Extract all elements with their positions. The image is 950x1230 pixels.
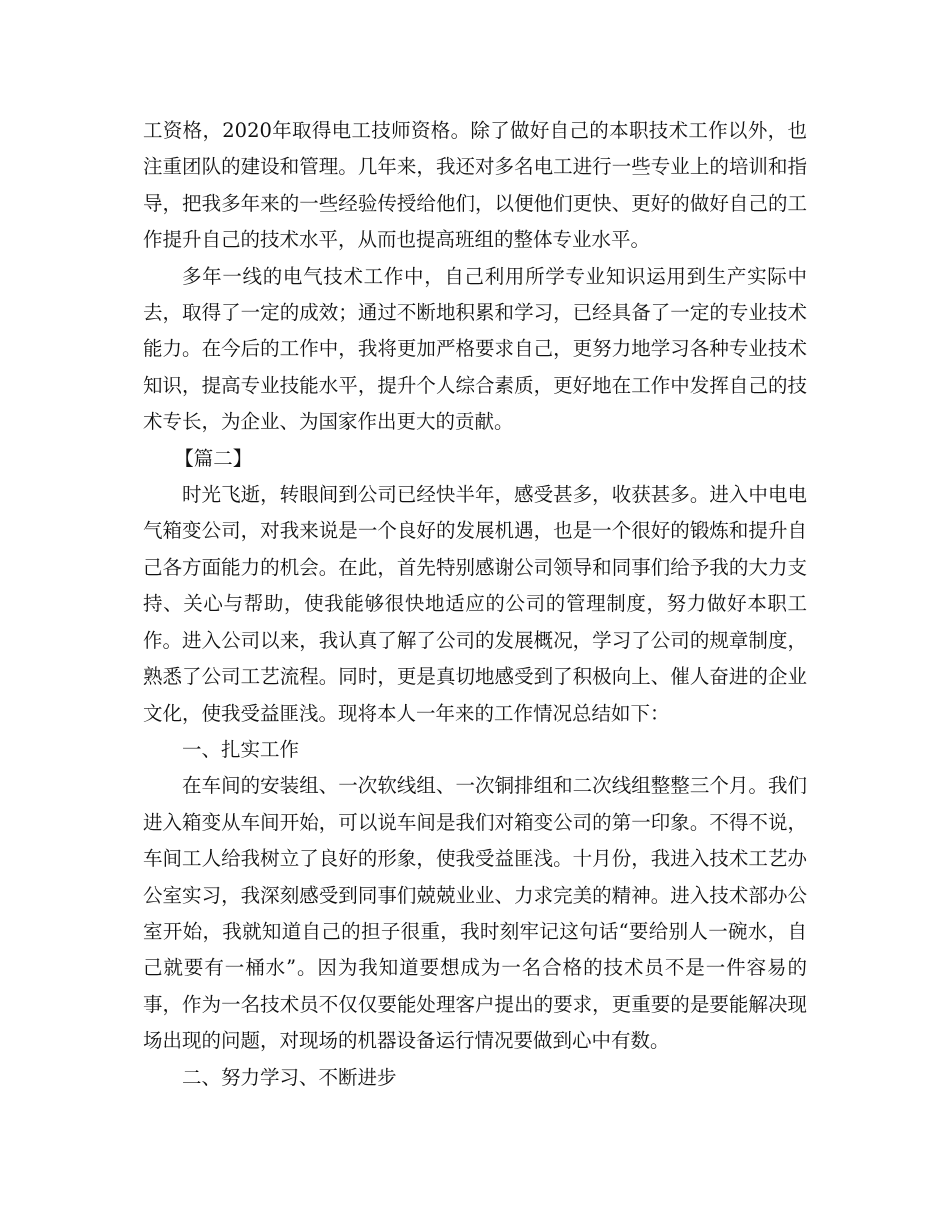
paragraph-introduction: 时光飞逝，转眼间到公司已经快半年，感受甚多，收获甚多。进入中电电气箱变公司，对我来说是一个良好的发展机遇，也是一个很好的锻炼和提升自己各方面能力的机会。在此，首先特别感谢公司领导和同事们给予我的大力支持、关心与帮助，使我能够很快地适应的公司的管理制度，努力做好本职工作。进入公司以来，我认真了解了公司的发展概况，学习了公司的规章制度，熟悉了公司工艺流程。同时，更是真切地感受到了积极向上、催人奋进的企业文化，使我受益匪浅。现将本人一年来的工作情况总结如下： [143, 483, 807, 725]
subheading-study-progress: 二、努力学习、不断进步 [182, 1065, 397, 1089]
paragraph-workshop: 在车间的安装组、一次软线组、一次铜排组和二次线组整整三个月。我们进入箱变从车间开始，可以说车间是我们对箱变公司的第一印象。不得不说，车间工人给我树立了良好的形象，使我受益匪浅。十月份，我进入技术工艺办公室实习，我深刻感受到同事们兢兢业业、力求完美的精神。进入技术部办公室开始，我就知道自己的担子很重，我时刻牢记这句话“要给别人一碗水，自己就要有一桶水”。因为我知道要想成为一名合格的技术员不是一件容易的事，作为一名技术员不仅仅要能处理客户提出的要求，更重要的是要能解决现场出现的问题，对现场的机器设备运行情况要做到心中有数。 [143, 774, 807, 1053]
subheading-solid-work: 一、扎实工作 [182, 737, 300, 761]
paragraph-technical-work: 多年一线的电气技术工作中，自己利用所学专业知识运用到生产实际中去，取得了一定的成效；通过不断地积累和学习，已经具备了一定的专业技术能力。在今后的工作中，我将更加严格要求自己，更努力地学习各种专业技术知识，提高专业技能水平，提升个人综合素质，更好地在工作中发挥自己的技术专长，为企业、为国家作出更大的贡献。 [143, 264, 807, 434]
section-heading-part-two: 【篇二】 [174, 446, 253, 470]
document-body [143, 113, 807, 1096]
paragraph-continuation: 工资格，2020年取得电工技师资格。除了做好自己的本职技术工作以外，也注重团队的建设和管理。几年来，我还对多名电工进行一些专业上的培训和指导，把我多年来的一些经验传授给他们，以便他们更快、更好的做好自己的工作提升自己的技术水平，从而也提高班组的整体专业水平。 [143, 119, 807, 252]
